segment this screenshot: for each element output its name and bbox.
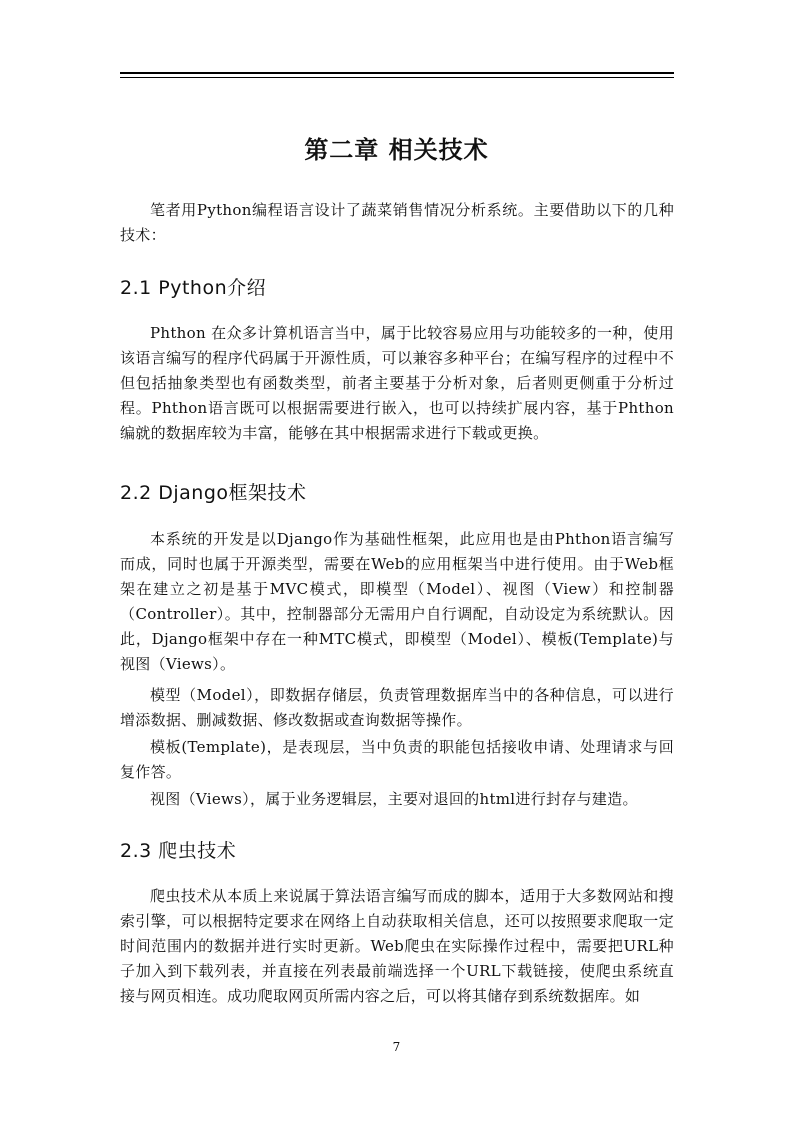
header-rule-thin	[120, 77, 674, 78]
crawler-paragraph: 爬虫技术从本质上来说属于算法语言编写而成的脚本，适用于大多数网站和搜索引擎，可以根据特定要求在网络上自动获取相关信息，还可以按照要求爬取一定时间范围内的数据并进行实时更新。Web爬虫在实际操作过程中，需要把URL种子加入到下载列表，并直接在列表最前端选择一个URL下载链接，使爬虫系统直接与网页相连。成功爬取网页所需内容之后，可以将其储存到系统数据库。如	[120, 887, 674, 1005]
page-number: 7	[392, 1040, 401, 1054]
django-paragraph-1: 本系统的开发是以Django作为基础性框架，此应用也是由Phthon语言编写而成，同时也属于开源类型，需要在Web的应用框架当中进行使用。由于Web框架在建立之初是基于MVC模式，即模型（Model）、视图（View）和控制器（Controller）。其中，控制器部分无需用户自行调配，自动设定为系统默认。因此，Django框架中存在一种MTC模式，即模型（Model）、模板(Template)与视图（Views）。	[120, 530, 674, 673]
django-paragraph-model: 模型（Model），即数据存储层，负责管理数据库当中的各种信息，可以进行增添数据、删减数据、修改数据或查询数据等操作。	[120, 686, 674, 729]
chapter-title: 第二章 相关技术	[304, 136, 489, 165]
section-heading-django: 2.2 Django框架技术	[120, 482, 307, 504]
django-paragraph-template: 模板(Template)，是表现层，当中负责的职能包括接收申请、处理请求与回复作答。	[120, 738, 674, 781]
intro-paragraph: 笔者用Python编程语言设计了蔬菜销售情况分析系统。主要借助以下的几种技术：	[120, 201, 674, 244]
python-paragraph: Phthon 在众多计算机语言当中，属于比较容易应用与功能较多的一种，使用该语言编写的程序代码属于开源性质，可以兼容多种平台；在编写程序的过程中不但包括抽象类型也有函数类型，前者主要基于分析对象，后者则更侧重于分析过程。Phthon语言既可以根据需要进行嵌入，也可以持续扩展内容，基于Phthon编就的数据库较为丰富，能够在其中根据需求进行下载或更换。	[120, 324, 674, 442]
django-paragraph-views: 视图（Views），属于业务逻辑层，主要对退回的html进行封存与建造。	[150, 790, 638, 808]
section-heading-crawler: 2.3 爬虫技术	[120, 840, 237, 862]
header-rule-thick	[120, 72, 674, 74]
section-heading-python: 2.1 Python介绍	[120, 277, 267, 299]
